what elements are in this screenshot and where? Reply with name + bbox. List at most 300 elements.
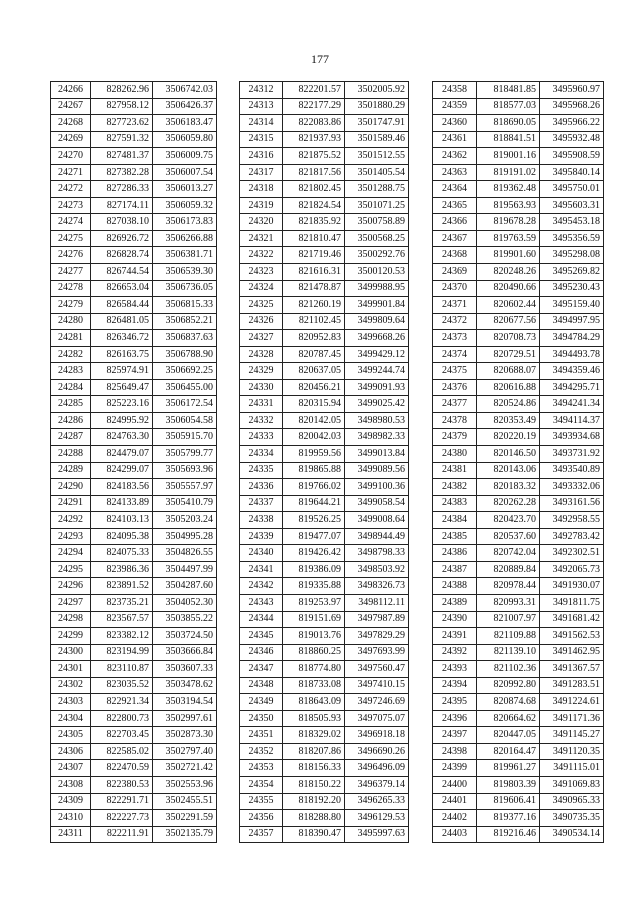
- y-coordinate-cell: 3490965.33: [540, 793, 604, 810]
- x-coordinate-cell: 821824.54: [283, 197, 345, 214]
- x-coordinate-cell: 820677.56: [477, 313, 540, 330]
- x-coordinate-cell: 820787.45: [283, 346, 345, 363]
- point-id-cell: 24348: [240, 677, 283, 694]
- y-coordinate-cell: 3499025.42: [345, 396, 409, 413]
- x-coordinate-cell: 819386.09: [283, 561, 345, 578]
- y-coordinate-cell: 3496129.53: [345, 810, 409, 827]
- y-coordinate-cell: 3501747.91: [345, 115, 409, 132]
- table-row: [433, 131, 604, 148]
- table-row: [240, 429, 409, 446]
- x-coordinate-cell: 823035.52: [91, 677, 153, 694]
- y-coordinate-cell: 3505693.96: [153, 462, 217, 479]
- table-row: [51, 313, 217, 330]
- x-coordinate-cell: 818860.25: [283, 644, 345, 661]
- table-row: [51, 760, 217, 777]
- y-coordinate-cell: 3498980.53: [345, 412, 409, 429]
- y-coordinate-cell: 3495356.59: [540, 230, 604, 247]
- page-number: 177: [311, 52, 329, 66]
- x-coordinate-cell: 827723.62: [91, 115, 153, 132]
- coordinate-table-3: [432, 81, 604, 843]
- table-row: [433, 644, 604, 661]
- table-row: [51, 197, 217, 214]
- x-coordinate-cell: 820978.44: [477, 578, 540, 595]
- point-id-cell: 24395: [433, 694, 477, 711]
- y-coordinate-cell: 3497560.47: [345, 661, 409, 678]
- point-id-cell: 24388: [433, 578, 477, 595]
- table-row: [240, 479, 409, 496]
- table-row: [240, 561, 409, 578]
- x-coordinate-cell: 823382.12: [91, 628, 153, 645]
- coordinate-table-2: [239, 81, 409, 843]
- y-coordinate-cell: 3491145.27: [540, 727, 604, 744]
- y-coordinate-cell: 3506183.47: [153, 115, 217, 132]
- point-id-cell: 24327: [240, 330, 283, 347]
- table-row: [51, 429, 217, 446]
- x-coordinate-cell: 826346.72: [91, 330, 153, 347]
- y-coordinate-cell: 3498503.92: [345, 561, 409, 578]
- point-id-cell: 24352: [240, 743, 283, 760]
- x-coordinate-cell: 819151.69: [283, 611, 345, 628]
- y-coordinate-cell: 3494295.71: [540, 379, 604, 396]
- x-coordinate-cell: 819959.56: [283, 446, 345, 463]
- x-coordinate-cell: 818733.08: [283, 677, 345, 694]
- y-coordinate-cell: 3499809.64: [345, 313, 409, 330]
- table-row: [433, 346, 604, 363]
- point-id-cell: 24282: [51, 346, 91, 363]
- point-id-cell: 24298: [51, 611, 91, 628]
- y-coordinate-cell: 3505557.97: [153, 479, 217, 496]
- y-coordinate-cell: 3496265.33: [345, 793, 409, 810]
- point-id-cell: 24279: [51, 297, 91, 314]
- x-coordinate-cell: 826926.72: [91, 230, 153, 247]
- x-coordinate-cell: 823735.21: [91, 594, 153, 611]
- y-coordinate-cell: 3504826.55: [153, 545, 217, 562]
- x-coordinate-cell: 820537.60: [477, 528, 540, 545]
- x-coordinate-cell: 821139.10: [477, 644, 540, 661]
- point-id-cell: 24290: [51, 479, 91, 496]
- table-row: [51, 247, 217, 264]
- table-row: [433, 710, 604, 727]
- y-coordinate-cell: 3499901.84: [345, 297, 409, 314]
- y-coordinate-cell: 3499091.93: [345, 379, 409, 396]
- point-id-cell: 24390: [433, 611, 477, 628]
- x-coordinate-cell: 820447.05: [477, 727, 540, 744]
- y-coordinate-cell: 3504995.28: [153, 528, 217, 545]
- y-coordinate-cell: 3499013.84: [345, 446, 409, 463]
- x-coordinate-cell: 818690.05: [477, 115, 540, 132]
- point-id-cell: 24337: [240, 495, 283, 512]
- table-row: [51, 230, 217, 247]
- y-coordinate-cell: 3503666.84: [153, 644, 217, 661]
- table-row: [433, 743, 604, 760]
- table-row: [433, 181, 604, 198]
- x-coordinate-cell: 820874.68: [477, 694, 540, 711]
- x-coordinate-cell: 824095.38: [91, 528, 153, 545]
- table-row: [240, 164, 409, 181]
- x-coordinate-cell: 819865.88: [283, 462, 345, 479]
- x-coordinate-cell: 822291.71: [91, 793, 153, 810]
- y-coordinate-cell: 3491367.57: [540, 661, 604, 678]
- table-row: [51, 727, 217, 744]
- x-coordinate-cell: 819644.21: [283, 495, 345, 512]
- y-coordinate-cell: 3503478.62: [153, 677, 217, 694]
- point-id-cell: 24335: [240, 462, 283, 479]
- x-coordinate-cell: 820952.83: [283, 330, 345, 347]
- point-id-cell: 24330: [240, 379, 283, 396]
- x-coordinate-cell: 827591.32: [91, 131, 153, 148]
- point-id-cell: 24362: [433, 148, 477, 165]
- point-id-cell: 24293: [51, 528, 91, 545]
- point-id-cell: 24311: [51, 826, 91, 843]
- y-coordinate-cell: 3495997.63: [345, 826, 409, 843]
- y-coordinate-cell: 3502291.59: [153, 810, 217, 827]
- x-coordinate-cell: 820142.05: [283, 412, 345, 429]
- x-coordinate-cell: 820993.31: [477, 594, 540, 611]
- x-coordinate-cell: 819763.59: [477, 230, 540, 247]
- table-row: [51, 115, 217, 132]
- y-coordinate-cell: 3502455.51: [153, 793, 217, 810]
- x-coordinate-cell: 820992.80: [477, 677, 540, 694]
- table-row: [240, 82, 409, 99]
- table-row: [433, 230, 604, 247]
- y-coordinate-cell: 3505410.79: [153, 495, 217, 512]
- table-row: [51, 181, 217, 198]
- point-id-cell: 24358: [433, 82, 477, 99]
- table-row: [433, 98, 604, 115]
- x-coordinate-cell: 824763.30: [91, 429, 153, 446]
- table-row: [240, 611, 409, 628]
- table-row: [51, 710, 217, 727]
- y-coordinate-cell: 3493934.68: [540, 429, 604, 446]
- x-coordinate-cell: 825223.16: [91, 396, 153, 413]
- table-row: [51, 628, 217, 645]
- point-id-cell: 24355: [240, 793, 283, 810]
- x-coordinate-cell: 827481.37: [91, 148, 153, 165]
- table-row: [240, 677, 409, 694]
- x-coordinate-cell: 820262.28: [477, 495, 540, 512]
- y-coordinate-cell: 3490534.14: [540, 826, 604, 843]
- point-id-cell: 24397: [433, 727, 477, 744]
- y-coordinate-cell: 3497693.99: [345, 644, 409, 661]
- table-row: [433, 197, 604, 214]
- table-row: [51, 462, 217, 479]
- point-id-cell: 24386: [433, 545, 477, 562]
- x-coordinate-cell: 823194.99: [91, 644, 153, 661]
- point-id-cell: 24378: [433, 412, 477, 429]
- table-row: [51, 479, 217, 496]
- table-row: [240, 396, 409, 413]
- table-row: [51, 826, 217, 843]
- point-id-cell: 24346: [240, 644, 283, 661]
- y-coordinate-cell: 3506788.90: [153, 346, 217, 363]
- table-row: [433, 82, 604, 99]
- table-row: [51, 82, 217, 99]
- point-id-cell: 24312: [240, 82, 283, 99]
- point-id-cell: 24393: [433, 661, 477, 678]
- y-coordinate-cell: 3506381.71: [153, 247, 217, 264]
- table-row: [433, 661, 604, 678]
- table-row: [433, 164, 604, 181]
- table-row: [51, 412, 217, 429]
- x-coordinate-cell: 820616.88: [477, 379, 540, 396]
- x-coordinate-cell: 818192.20: [283, 793, 345, 810]
- x-coordinate-cell: 822470.59: [91, 760, 153, 777]
- table-row: [51, 677, 217, 694]
- point-id-cell: 24285: [51, 396, 91, 413]
- point-id-cell: 24366: [433, 214, 477, 231]
- table-row: [433, 760, 604, 777]
- table-row: [240, 710, 409, 727]
- y-coordinate-cell: 3496918.18: [345, 727, 409, 744]
- x-coordinate-cell: 820456.21: [283, 379, 345, 396]
- x-coordinate-cell: 820143.06: [477, 462, 540, 479]
- x-coordinate-cell: 818329.02: [283, 727, 345, 744]
- y-coordinate-cell: 3491120.35: [540, 743, 604, 760]
- y-coordinate-cell: 3495603.31: [540, 197, 604, 214]
- y-coordinate-cell: 3492065.73: [540, 561, 604, 578]
- x-coordinate-cell: 819526.25: [283, 512, 345, 529]
- table-row: [51, 661, 217, 678]
- point-id-cell: 24271: [51, 164, 91, 181]
- table-row: [240, 528, 409, 545]
- x-coordinate-cell: 819426.42: [283, 545, 345, 562]
- point-id-cell: 24373: [433, 330, 477, 347]
- y-coordinate-cell: 3506059.32: [153, 197, 217, 214]
- point-id-cell: 24339: [240, 528, 283, 545]
- x-coordinate-cell: 820315.94: [283, 396, 345, 413]
- point-id-cell: 24294: [51, 545, 91, 562]
- x-coordinate-cell: 824479.07: [91, 446, 153, 463]
- x-coordinate-cell: 820146.50: [477, 446, 540, 463]
- point-id-cell: 24360: [433, 115, 477, 132]
- y-coordinate-cell: 3499058.54: [345, 495, 409, 512]
- point-id-cell: 24365: [433, 197, 477, 214]
- point-id-cell: 24399: [433, 760, 477, 777]
- table-row: [433, 412, 604, 429]
- point-id-cell: 24317: [240, 164, 283, 181]
- x-coordinate-cell: 819901.60: [477, 247, 540, 264]
- x-coordinate-cell: 820220.19: [477, 429, 540, 446]
- point-id-cell: 24370: [433, 280, 477, 297]
- x-coordinate-cell: 819001.16: [477, 148, 540, 165]
- point-id-cell: 24349: [240, 694, 283, 711]
- point-id-cell: 24274: [51, 214, 91, 231]
- y-coordinate-cell: 3506173.83: [153, 214, 217, 231]
- x-coordinate-cell: 821109.88: [477, 628, 540, 645]
- point-id-cell: 24382: [433, 479, 477, 496]
- y-coordinate-cell: 3495968.26: [540, 98, 604, 115]
- table-row: [51, 810, 217, 827]
- point-id-cell: 24342: [240, 578, 283, 595]
- x-coordinate-cell: 820248.26: [477, 264, 540, 281]
- y-coordinate-cell: 3504497.99: [153, 561, 217, 578]
- x-coordinate-cell: 818288.80: [283, 810, 345, 827]
- y-coordinate-cell: 3491171.36: [540, 710, 604, 727]
- point-id-cell: 24387: [433, 561, 477, 578]
- x-coordinate-cell: 821719.46: [283, 247, 345, 264]
- x-coordinate-cell: 819606.41: [477, 793, 540, 810]
- x-coordinate-cell: 820889.84: [477, 561, 540, 578]
- table-row: [51, 611, 217, 628]
- point-id-cell: 24313: [240, 98, 283, 115]
- table-row: [240, 363, 409, 380]
- x-coordinate-cell: 825649.47: [91, 379, 153, 396]
- point-id-cell: 24328: [240, 346, 283, 363]
- table-row: [240, 594, 409, 611]
- point-id-cell: 24375: [433, 363, 477, 380]
- point-id-cell: 24376: [433, 379, 477, 396]
- point-id-cell: 24309: [51, 793, 91, 810]
- table-row: [240, 545, 409, 562]
- x-coordinate-cell: 820742.04: [477, 545, 540, 562]
- table-row: [240, 661, 409, 678]
- x-coordinate-cell: 819377.16: [477, 810, 540, 827]
- x-coordinate-cell: 826828.74: [91, 247, 153, 264]
- y-coordinate-cell: 3501589.46: [345, 131, 409, 148]
- point-id-cell: 24289: [51, 462, 91, 479]
- point-id-cell: 24270: [51, 148, 91, 165]
- point-id-cell: 24389: [433, 594, 477, 611]
- y-coordinate-cell: 3503194.54: [153, 694, 217, 711]
- y-coordinate-cell: 3495750.01: [540, 181, 604, 198]
- x-coordinate-cell: 820729.51: [477, 346, 540, 363]
- x-coordinate-cell: 818774.80: [283, 661, 345, 678]
- y-coordinate-cell: 3506736.05: [153, 280, 217, 297]
- y-coordinate-cell: 3499668.26: [345, 330, 409, 347]
- table-row: [240, 495, 409, 512]
- point-id-cell: 24356: [240, 810, 283, 827]
- table-row: [51, 528, 217, 545]
- table-row: [433, 561, 604, 578]
- x-coordinate-cell: 824995.92: [91, 412, 153, 429]
- x-coordinate-cell: 821478.87: [283, 280, 345, 297]
- point-id-cell: 24286: [51, 412, 91, 429]
- x-coordinate-cell: 819191.02: [477, 164, 540, 181]
- y-coordinate-cell: 3506692.25: [153, 363, 217, 380]
- x-coordinate-cell: 820637.05: [283, 363, 345, 380]
- y-coordinate-cell: 3495960.97: [540, 82, 604, 99]
- point-id-cell: 24383: [433, 495, 477, 512]
- x-coordinate-cell: 827382.28: [91, 164, 153, 181]
- table-row: [240, 148, 409, 165]
- point-id-cell: 24396: [433, 710, 477, 727]
- x-coordinate-cell: 823110.87: [91, 661, 153, 678]
- y-coordinate-cell: 3504287.60: [153, 578, 217, 595]
- x-coordinate-cell: 821835.92: [283, 214, 345, 231]
- x-coordinate-cell: 818481.85: [477, 82, 540, 99]
- table-row: [433, 462, 604, 479]
- table-row: [51, 330, 217, 347]
- table-row: [433, 545, 604, 562]
- y-coordinate-cell: 3499244.74: [345, 363, 409, 380]
- y-coordinate-cell: 3495932.48: [540, 131, 604, 148]
- y-coordinate-cell: 3496496.09: [345, 760, 409, 777]
- table-row: [51, 743, 217, 760]
- y-coordinate-cell: 3491224.61: [540, 694, 604, 711]
- table-row: [240, 412, 409, 429]
- y-coordinate-cell: 3495230.43: [540, 280, 604, 297]
- y-coordinate-cell: 3506013.27: [153, 181, 217, 198]
- y-coordinate-cell: 3499988.95: [345, 280, 409, 297]
- table-row: [240, 247, 409, 264]
- x-coordinate-cell: 826584.44: [91, 297, 153, 314]
- table-row: [433, 776, 604, 793]
- y-coordinate-cell: 3491681.42: [540, 611, 604, 628]
- y-coordinate-cell: 3506054.58: [153, 412, 217, 429]
- y-coordinate-cell: 3505799.77: [153, 446, 217, 463]
- table-row: [433, 115, 604, 132]
- point-id-cell: 24319: [240, 197, 283, 214]
- point-id-cell: 24401: [433, 793, 477, 810]
- x-coordinate-cell: 823891.52: [91, 578, 153, 595]
- y-coordinate-cell: 3491115.01: [540, 760, 604, 777]
- point-id-cell: 24333: [240, 429, 283, 446]
- table-row: [433, 528, 604, 545]
- x-coordinate-cell: 819362.48: [477, 181, 540, 198]
- y-coordinate-cell: 3499008.64: [345, 512, 409, 529]
- table-row: [433, 247, 604, 264]
- table-row: [433, 495, 604, 512]
- x-coordinate-cell: 818156.33: [283, 760, 345, 777]
- point-id-cell: 24295: [51, 561, 91, 578]
- point-id-cell: 24371: [433, 297, 477, 314]
- y-coordinate-cell: 3493540.89: [540, 462, 604, 479]
- y-coordinate-cell: 3498326.73: [345, 578, 409, 595]
- x-coordinate-cell: 826163.75: [91, 346, 153, 363]
- x-coordinate-cell: 823986.36: [91, 561, 153, 578]
- x-coordinate-cell: 821817.56: [283, 164, 345, 181]
- y-coordinate-cell: 3494493.78: [540, 346, 604, 363]
- y-coordinate-cell: 3499100.36: [345, 479, 409, 496]
- point-id-cell: 24272: [51, 181, 91, 198]
- y-coordinate-cell: 3495908.59: [540, 148, 604, 165]
- point-id-cell: 24301: [51, 661, 91, 678]
- y-coordinate-cell: 3502553.96: [153, 776, 217, 793]
- y-coordinate-cell: 3503724.50: [153, 628, 217, 645]
- y-coordinate-cell: 3506852.21: [153, 313, 217, 330]
- table-row: [433, 429, 604, 446]
- x-coordinate-cell: 822703.45: [91, 727, 153, 744]
- x-coordinate-cell: 827038.10: [91, 214, 153, 231]
- x-coordinate-cell: 819477.07: [283, 528, 345, 545]
- point-id-cell: 24275: [51, 230, 91, 247]
- point-id-cell: 24299: [51, 628, 91, 645]
- point-id-cell: 24297: [51, 594, 91, 611]
- y-coordinate-cell: 3502797.40: [153, 743, 217, 760]
- table-row: [240, 810, 409, 827]
- x-coordinate-cell: 820183.32: [477, 479, 540, 496]
- table-row: [433, 214, 604, 231]
- y-coordinate-cell: 3503607.33: [153, 661, 217, 678]
- x-coordinate-cell: 827286.33: [91, 181, 153, 198]
- x-coordinate-cell: 825974.91: [91, 363, 153, 380]
- x-coordinate-cell: 819013.76: [283, 628, 345, 645]
- table-row: [240, 115, 409, 132]
- y-coordinate-cell: 3494241.34: [540, 396, 604, 413]
- point-id-cell: 24381: [433, 462, 477, 479]
- point-id-cell: 24314: [240, 115, 283, 132]
- x-coordinate-cell: 820353.49: [477, 412, 540, 429]
- x-coordinate-cell: 821007.97: [477, 611, 540, 628]
- point-id-cell: 24315: [240, 131, 283, 148]
- table-row: [51, 495, 217, 512]
- point-id-cell: 24268: [51, 115, 91, 132]
- x-coordinate-cell: 821102.45: [283, 313, 345, 330]
- x-coordinate-cell: 818390.47: [283, 826, 345, 843]
- y-coordinate-cell: 3495298.08: [540, 247, 604, 264]
- point-id-cell: 24351: [240, 727, 283, 744]
- x-coordinate-cell: 818643.09: [283, 694, 345, 711]
